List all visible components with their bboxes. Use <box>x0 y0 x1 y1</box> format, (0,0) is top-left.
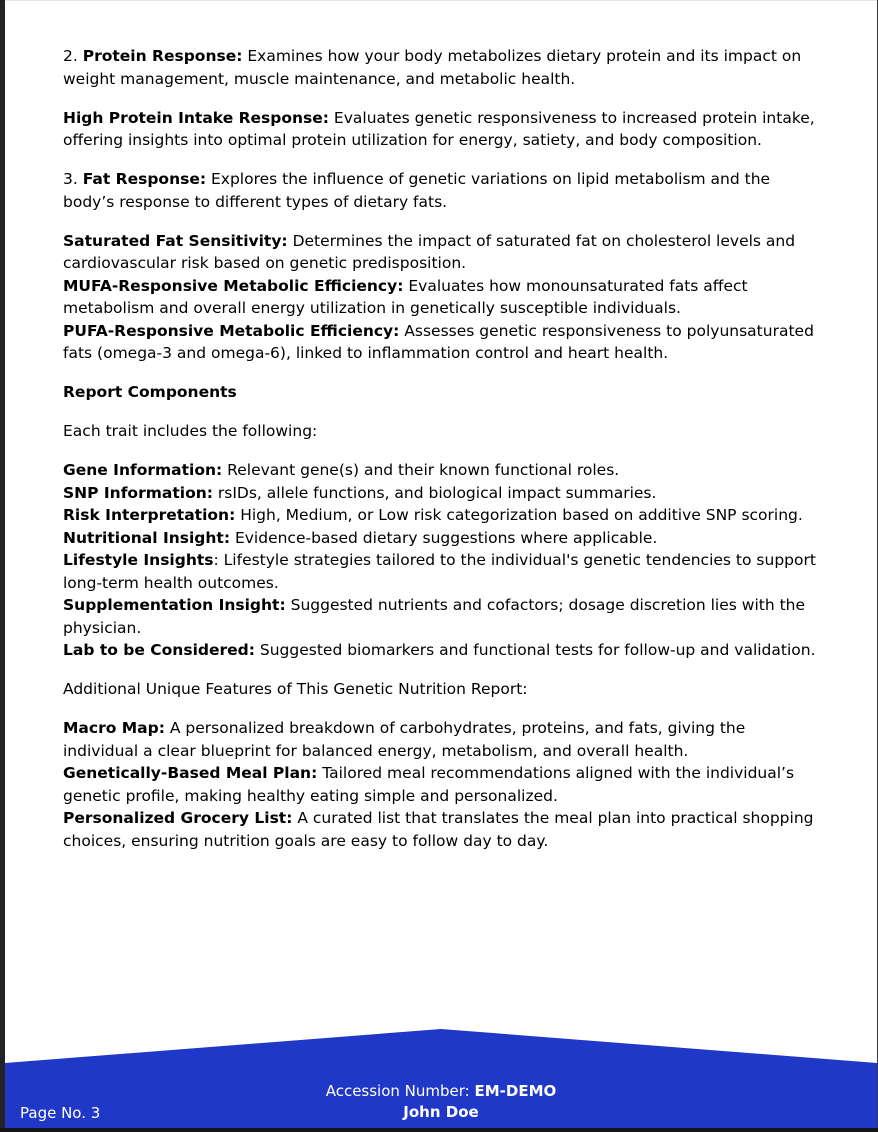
bold-label: Nutritional Insight: <box>63 528 231 547</box>
text-segment: A personalized breakdown of carbohydrates, proteins, and fats, giving the individual a clear blueprint for balanced energy, metabolism, and overall health. <box>63 719 746 760</box>
report-paragraph <box>63 678 820 701</box>
document-page <box>5 1 877 1128</box>
report-paragraph <box>63 230 820 365</box>
text-segment: Evaluates genetic responsiveness to increased protein intake, offering insights into optimal protein utilization for energy, satiety, and body composition. <box>63 108 815 149</box>
text-segment: Suggested biomarkers and functional tests for follow-up and validation. <box>254 641 816 659</box>
text-segment: 2. <box>63 47 83 65</box>
bold-label: Lifestyle Insights <box>63 551 214 569</box>
text-segment: Explores the influence of genetic variations on lipid metabolism and the body’s response to different types of dietary fats. <box>63 170 771 211</box>
report-paragraph <box>63 381 820 404</box>
bold-label: MUFA-Responsive Metabolic Efficiency: <box>63 276 404 295</box>
accession-label: Accession Number: <box>325 1082 475 1100</box>
text-segment: : Lifestyle strategies tailored to the individual's genetic tendencies to support long-term health outcomes. <box>63 551 816 592</box>
text-segment: Suggested nutrients and cofactors; dosage discretion lies with the physician. <box>63 596 806 637</box>
accession-value: EM-DEMO <box>474 1082 557 1100</box>
text-segment: Determines the impact of saturated fat on cholesterol levels and cardiovascular risk based on genetic predisposition. <box>63 231 796 272</box>
bold-label: High Protein Intake Response: <box>63 108 329 127</box>
patient-name: John Doe <box>403 1103 479 1121</box>
bold-label: Supplementation Insight: <box>63 596 286 614</box>
text-segment: Evaluates how monounsaturated fats affect metabolism and overall energy utilization in genetically susceptible individuals. <box>63 276 748 317</box>
report-paragraph <box>63 459 820 662</box>
bold-label: Lab to be Considered: <box>63 641 255 659</box>
text-segment: A curated list that translates the meal plan into practical shopping choices, ensuring nutrition goals are easy to follow day to day. <box>63 809 814 850</box>
page-footer <box>5 1029 877 1128</box>
report-paragraph <box>63 168 820 213</box>
bold-label: PUFA-Responsive Metabolic Efficiency: <box>63 321 400 340</box>
bold-label: SNP Information: <box>63 483 213 502</box>
page-border-bottom <box>0 1128 878 1132</box>
bold-label: Report Components <box>63 383 237 401</box>
text-segment: Examines how your body metabolizes dietary protein and its impact on weight management, muscle maintenance, and metabolic health. <box>63 47 802 88</box>
accession-number-line <box>5 1081 877 1102</box>
footer-center-text <box>5 1081 877 1123</box>
text-segment: Tailored meal recommendations aligned with the individual’s genetic profile, making healthy eating simple and personalized. <box>63 764 795 805</box>
bold-label: Genetically-Based Meal Plan: <box>63 764 318 782</box>
bold-label: Risk Interpretation: <box>63 506 236 524</box>
bold-label: Fat Response: <box>82 170 207 188</box>
report-paragraph <box>63 107 820 152</box>
report-paragraph <box>63 420 820 443</box>
report-body <box>63 45 820 869</box>
bold-label: Macro Map: <box>63 719 165 737</box>
text-segment: rsIDs, allele functions, and biological impact summaries. <box>212 483 657 502</box>
text-segment: Evidence-based dietary suggestions where applicable. <box>230 528 658 547</box>
text-segment: Assesses genetic responsiveness to polyunsaturated fats (omega-3 and omega-6), linked to inflammation control and heart health. <box>63 321 814 362</box>
bold-label: Gene Information: <box>63 461 223 479</box>
page-border-top <box>5 0 877 1</box>
report-paragraph <box>63 717 820 852</box>
text-segment: 3. <box>63 170 83 188</box>
bold-label: Protein Response: <box>82 47 243 65</box>
bold-label: Personalized Grocery List: <box>63 809 293 827</box>
text-segment: Additional Unique Features of This Genetic Nutrition Report: <box>63 680 528 698</box>
bold-label: Saturated Fat Sensitivity: <box>63 231 288 250</box>
page-number: Page No. 3 <box>20 1104 101 1122</box>
report-paragraph <box>63 45 820 90</box>
text-segment: Each trait includes the following: <box>63 422 318 440</box>
text-segment: Relevant gene(s) and their known functional roles. <box>222 461 620 479</box>
text-segment: High, Medium, or Low risk categorization based on additive SNP scoring. <box>235 506 803 524</box>
page-border-left <box>0 0 5 1132</box>
